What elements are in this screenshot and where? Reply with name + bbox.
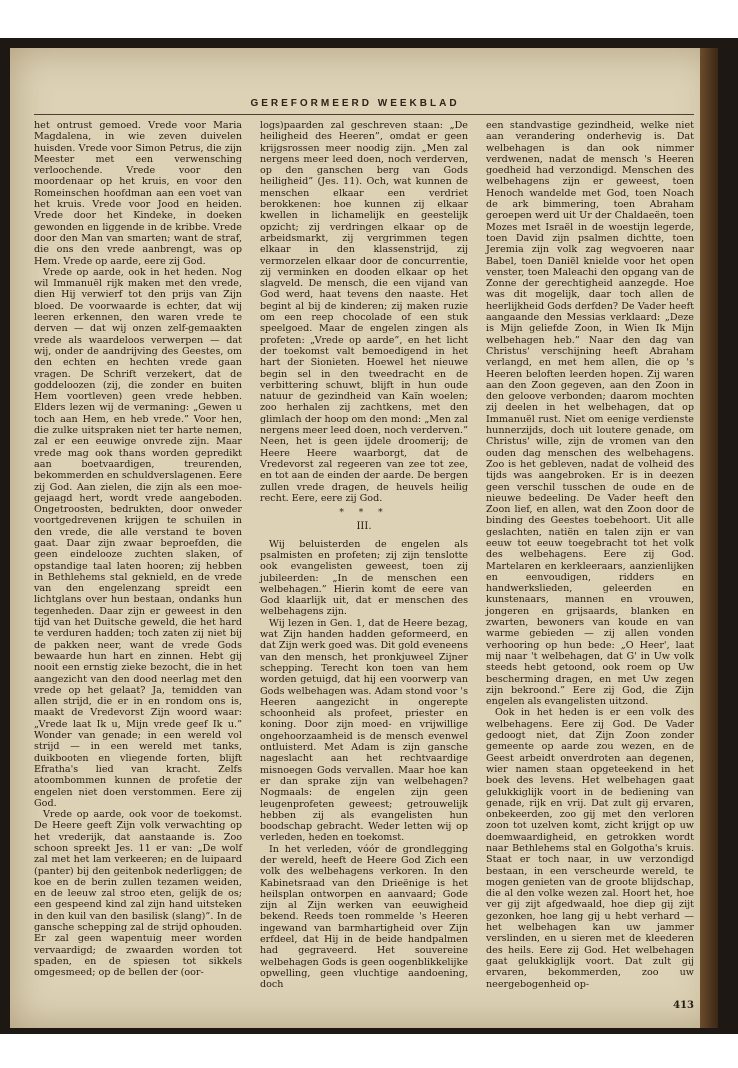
paragraph: een standvastige gezindheid, welke niet aan verandering onderhevig is. Dat welbehagen is dan ook nimmer verdwenen, nadat de mensch 's Heeren goedheid had verzondigd. Menschen des welbehagens zijn er geweest, toen Henoch wandelde met God, toen Noach de ark bimmering, toen Abraham geroepen werd uit Ur der Chaldaeën, toen Mozes met Israël in de woestijn legerde, toen David zijn psalmen dichtte, toen Jeremia zijn volk zag wegvoeren naar Babel, toen Daniël knielde voor het open venster, toen Maleachi den opgang van de Zonne der gerechtigheid aanzegde. Hoe was dit mogelijk, daar toch allen de heerlijkheid Gods derfden? De Vader heeft aangaande den Messias verklaard: „Deze is Mijn geliefde Zoon, in Wien Ik Mijn welbehagen heb.” Naar den dag van Christus' verschijning heeft Abraham verlangd, en met hem allen, die op 's Heeren beloften leerden hopen. Zij waren aan den Zoon gegeven, aan den Zoon in den geloove verbonden; daarom mochten zij deelen in het welbehagen, dat op Immanuël rust. Niet om eenige verdienste hunnerzijds, doch uit loutere genade, om Christus' wille, zijn de vromen van den ouden dag menschen des welbehagens. Zoo is het gebleven, nadat de volheid des tijds was aangebroken. Er is in deezen geen verschil tusschen de oude en de nieuwe bedeeling. De Vader heeft den Zoon lief, en allen, wat den Zoon door de binding des Geestes toebehoort. Uit alle geslachten, natiën en talen zijn er van eeuw tot eeuw toegebracht tot het volk des welbehagens. Eere zij God. Martelaren en kerkleeraars, aanzienlijken en eenvoudigen, ridders en handwerkslieden, geleerden en kunstenaars, mannen en vrouwen, jongeren en grijsaards, blanken en zwarten, bewoners van koude en van warme gebieden — zij allen vonden verhooring op hun bede: „O Heer', laat mij naar 't welbehagen, dat G' in Uw volk steeds hebt getoond, ook roem op Uw bescherming dragen, en met Uw zegen zijn bekroond.” Eere zij God, die Zijn engelen als evangelisten uitzond.	[486, 120, 694, 708]
paragraph: In het verleden, vóór de grondlegging der wereld, heeft de Heere God Zich een volk des welbehagens verkoren. In den Kabinetsraad van den Drieënige is het heilsplan ontworpen en aanvaard; Gode zijn al Zijn werken van eeuwigheid bekend. Reeds toen rommelde 's Heeren ingewand van barmhartigheid over Zijn erfdeel, dat Hij in de beide handpalmen had gegraveerd. Het souvereine welbehagen Gods is geen oogenblikkelijke opwelling, geen vluchtige aandoening, doch	[260, 843, 468, 991]
section-heading: III.	[356, 521, 372, 533]
paragraph: Wij beluisterden de engelen als psalmisten en profeten; zij zijn tenslotte ook evangelisten geweest, toen zij jubileerden: „In de menschen een welbehagen.” Hierin komt de eere van God klaarlijk uit, dat er menschen des welbehagens zijn.	[260, 538, 468, 618]
text-column-2	[260, 120, 468, 991]
paragraph: Vrede op aarde, ook voor de toekomst. De Heere geeft Zijn volk verwachting op het vrederijk, dat aanstaande is. Zoo schoon spreekt Jes. 11 er van: „De wolf zal met het lam verkeeren; en de luipaard (panter) bij den geitenbok nederliggen; de koe en de berin zullen tezamen weiden, en de leeuw zal stroo eten, gelijk de os; een gespeend kind zal zijn hand uitsteken in den kuil van den basilisk (slang)”. In de gansche schepping zal de strijd ophouden. Er zal geen wapentuig meer worden vervaardigd; de zwaarden worden tot spaden, en de spiesen tot sikkels omgesmeed; op de bellen der (oor-	[34, 809, 242, 979]
book-spine	[700, 48, 718, 1028]
paragraph: Vrede op aarde, ook in het heden. Nog wil Immanuël rijk maken met den vrede, dien Hij verwierf tot den prijs van Zijn bloed. De voorwaarde is echter, dat wij leeren erkennen, den waren vrede te derven — dat wij onzen zelf-gemaakten vrede als waardeloos verwerpen — dat wij, onder de aandrijving des Geestes, om den echten en hechten vrede gaan vragen. De Schrift verzekert, dat de goddeloozen (zij, die zonder en buiten Hem voortleven) geen vrede hebben. Elders lezen wij de vermaning: „Gewen u toch aan Hem, en heb vrede.” Voor hen, die zulke uitspraken niet ter harte nemen, zal er een eeuwige onvrede zijn. Maar vrede mag ook thans worden gepredikt aan boetvaardigen, treurenden, bekommerden en schuldverslagenen. Eere zij God. Aan zielen, die zijn als een moe-gejaagd hert, wordt vrede aangeboden. Ongetroosten, bedrukten, door onweder voortgedrevenen krijgen te schuilen in den vrede, die alle verstand te boven gaat. Daar zijn zwaar beproefden, die geen eindelooze zuchten slaken, of opstandige taal laten hooren; zij hebben in Bethlehems stal geknield, en de vrede van den engelenzang spreidt een lichtglans over hun bestaan, ondanks hun tegenheden. Daar zijn er geweest in den tijd van het Duitsche geweld, die het hard te verduren hadden; toch zaten zij niet bij de pakken neer, want de vrede Gods bewaarde hun hart en zinnen. Hebt gij nooit een ernstig zieke bezocht, die in het aangezicht van den dood neerlag met den vrede op het gelaat? Ja, temidden van allen strijd, die er in en rondom ons is, maakt de Vredevorst Zijn woord waar: „Vrede laat Ik u, Mijn vrede geef Ik u.” Wonder van genade; in een wereld vol strijd — in een wereld met tanks, duikbooten en vliegende forten, blijft Efratha's lied van kracht. Zelfs atoombommen kunnen de profetie der engelen niet doen verstommen. Eere zij God.	[34, 266, 242, 809]
paragraph: Wij lezen in Gen. 1, dat de Heere bezag, wat Zijn handen hadden geformeerd, en dat Zijn werk goed was. Dit gold eveneens van den mensch, het pronkjuweel Zijner schepping. Terecht kon toen van hem worden getuigd, dat hij een voorwerp van Gods welbehagen was. Adam stond voor 's Heeren aangezicht in ongerepte schoonheid als profeet, priester en koning. Door zijn moed- en vrijwillige ongehoorzaamheid is de mensch evenwel ontluisterd. Met Adam is zijn gansche nageslacht aan het rechtvaardige misnoegen Gods vervallen. Maar hoe kan er dan sprake zijn van welbehagen? Nogmaals: de engelen zijn geen leugenprofeten geweest; getrouwelijk hebben zij als evangelisten hun boodschap gebracht. Weder letten wij op verleden, heden en toekomst.	[260, 617, 468, 844]
header-rule	[34, 114, 694, 115]
text-column-1	[34, 120, 242, 979]
paragraph: Ook in het heden is er een volk des welbehagens. Eere zij God. De Vader gedoogt niet, dat Zijn Zoon zonder gemeente op aarde zou wezen, en de Geest arbeidt onverdroten aan degenen, wier namen staan opgeteekend in het boek des levens. Het welbehagen gaat gelukkiglijk voort in de bediening van genade, rijk en vrij. Dat zult gij ervaren, onbekeerden, zoo gij met den verloren zoon tot uzelven komt, zicht krijgt op uw doemwaardigheid, en getrokken wordt naar Bethlehems stal en Golgotha's kruis. Staat er toch naar, in uw verzondigd bestaan, in een verscheurde wereld, te mogen genieten van de groote blijdschap, die al den volke wezen zal. Hoort het, hoe ver gij zijt afgedwaald, hoe diep gij zijt gezonken, hoe lang gij u hebt verhard — het welbehagen kan uw jammer verslinden, en u sieren met de kleederen des heils. Eere zij God. Het welbehagen gaat gelukkiglijk voort. Dat zult gij ervaren, bekommerden, zoo uw neergebogenheid op-	[486, 707, 694, 990]
page-number: 413	[673, 1000, 694, 1011]
running-header: GEREFORMEERD WEEKBLAD	[250, 98, 460, 109]
document-page	[10, 48, 718, 1028]
paragraph: het ontrust gemoed. Vrede voor Maria Magdalena, in wie zeven duivelen huisden. Vrede voor Simon Petrus, die zijn Meester met een verwensching verloochende. Vrede voor den moordenaar op het kruis, en voor den Romeinschen hoofdman aan een voet van het kruis. Vrede voor Jood en heiden. Vrede door het Kindeke, in doeken gewonden en liggende in de kribbe. Vrede door den Man van smarten; want de straf, die ons den vrede aanbrengt, was op Hem. Vrede op aarde, eere zij God.	[34, 120, 242, 267]
section-divider: * * *	[339, 508, 389, 519]
text-column-3	[486, 120, 694, 990]
paragraph: logs)paarden zal geschreven staan: „De heiligheid des Heeren”, omdat er geen krijgsrossen meer noodig zijn. „Men zal nergens meer leed doen, noch verderven, op den ganschen berg van Gods heiligheid” (Jes. 11). Och, wat kunnen de menschen elkaar een verdriet berokkenen: hoe kunnen zij elkaar kwellen in lichamelijk en geestelijk opzicht; zij verdringen elkaar op de arbeidsmarkt, zij vergrimmen tegen elkaar in den klassenstrijd, zij vermorzelen elkaar door de concurrentie, zij verminken en dooden elkaar op het slagveld. De mensch, die een vijand van God werd, haat tevens den naaste. Het begint al bij de kinderen; zij maken ruzie om een reep chocolade of een stuk speelgoed. Maar de engelen zingen als profeten: „Vrede op aarde”, en het licht der toekomst valt bemoedigend in het hart der Sionieten. Hoewel het nieuwe begin sel in den tweedracht en de verbittering schuwt, blijft in hun oude natuur de gezindheid van Kaïn woelen; zoo herhalen zij zachtkens, met den glimlach der hoop om den mond: „Men zal nergens meer leed doen, noch verderven.” Neen, het is geen ijdele droomerij; de Heere Heere waarborgt, dat de Vredevorst zal regeeren van zee tot zee, en tot aan de einden der aarde. De bergen zullen vrede dragen, de heuvels heilig recht. Eere, eere zij God.	[260, 120, 468, 504]
